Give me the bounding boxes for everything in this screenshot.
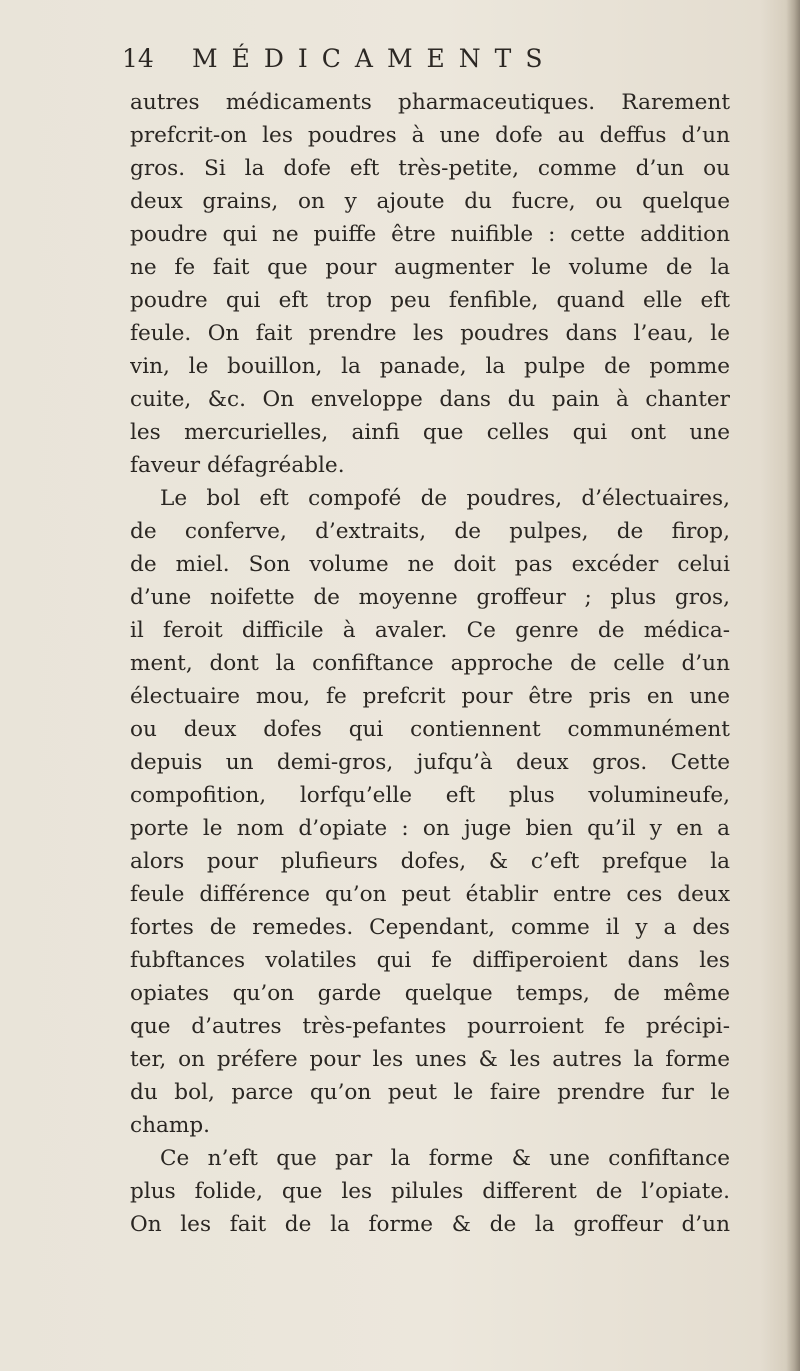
text-line: porte le nom d’opiate : on juge bien qu’il y en a (130, 816, 730, 841)
text-line: poudre qui eft trop peu fenfible, quand elle eft (130, 288, 730, 313)
page-edge-shadow (786, 0, 800, 1371)
text-line: vin, le bouillon, la panade, la pulpe de pomme (130, 354, 730, 379)
text-line: fortes de remedes. Cependant, comme il y a des (130, 915, 730, 940)
text-line: On les fait de la forme & de la groffeur d’un (130, 1212, 730, 1237)
text-line: de miel. Son volume ne doit pas excéder celui (130, 552, 730, 577)
text-line: cuite, &c. On enveloppe dans du pain à chanter (130, 387, 730, 412)
page-header (122, 44, 642, 84)
text-line: il feroit difficile à avaler. Ce genre de médica- (130, 618, 730, 643)
text-line: ou deux dofes qui contiennent communément (130, 717, 730, 742)
text-line: feule. On fait prendre les poudres dans l’eau, le (130, 321, 730, 346)
text-line: poudre qui ne puiffe être nuifible : cette addition (130, 222, 730, 247)
text-line: plus folide, que les pilules different de l’opiate. (130, 1179, 730, 1204)
text-line: électuaire mou, fe prefcrit pour être pris en une (130, 684, 730, 709)
text-line: ment, dont la confiftance approche de celle d’un (130, 651, 730, 676)
text-line: compofition, lorfqu’elle eft plus volumineufe, (130, 783, 730, 808)
running-head: MÉDICAMENTS (192, 44, 557, 73)
text-line: deux grains, on y ajoute du fucre, ou quelque (130, 189, 730, 214)
text-line: champ. (130, 1113, 211, 1138)
text-line: opiates qu’on garde quelque temps, de même (130, 981, 730, 1006)
text-line: prefcrit-on les poudres à une dofe au deffus d’un (130, 123, 730, 148)
text-line: feule différence qu’on peut établir entre ces deux (130, 882, 730, 907)
text-line: faveur défagréable. (130, 453, 345, 478)
text-line: les mercurielles, ainfi que celles qui ont une (130, 420, 730, 445)
text-line: d’une noifette de moyenne groffeur ; plus gros, (130, 585, 730, 610)
text-line: du bol, parce qu’on peut le faire prendre fur le (130, 1080, 730, 1105)
text-line: alors pour plufieurs dofes, & c’eft prefque la (130, 849, 730, 874)
text-line: que d’autres très-pefantes pourroient fe précipi- (130, 1014, 730, 1039)
body-text (130, 86, 730, 1241)
text-line: ne fe fait que pour augmenter le volume de la (130, 255, 730, 280)
text-line: fubftances volatiles qui fe diffiperoient dans les (130, 948, 730, 973)
text-line: autres médicaments pharmaceutiques. Rarement (130, 90, 730, 115)
page-number: 14 (122, 44, 154, 73)
text-line: depuis un demi-gros, jufqu’à deux gros. Cette (130, 750, 730, 775)
text-line: ter, on préfere pour les unes & les autres la forme (130, 1047, 730, 1072)
text-line: de conferve, d’extraits, de pulpes, de firop, (130, 519, 730, 544)
text-line: gros. Si la dofe eft très-petite, comme d’un ou (130, 156, 730, 181)
text-line: Ce n’eft que par la forme & une confiftance (160, 1146, 730, 1171)
text-line: Le bol eft compofé de poudres, d’électuaires, (160, 486, 730, 511)
